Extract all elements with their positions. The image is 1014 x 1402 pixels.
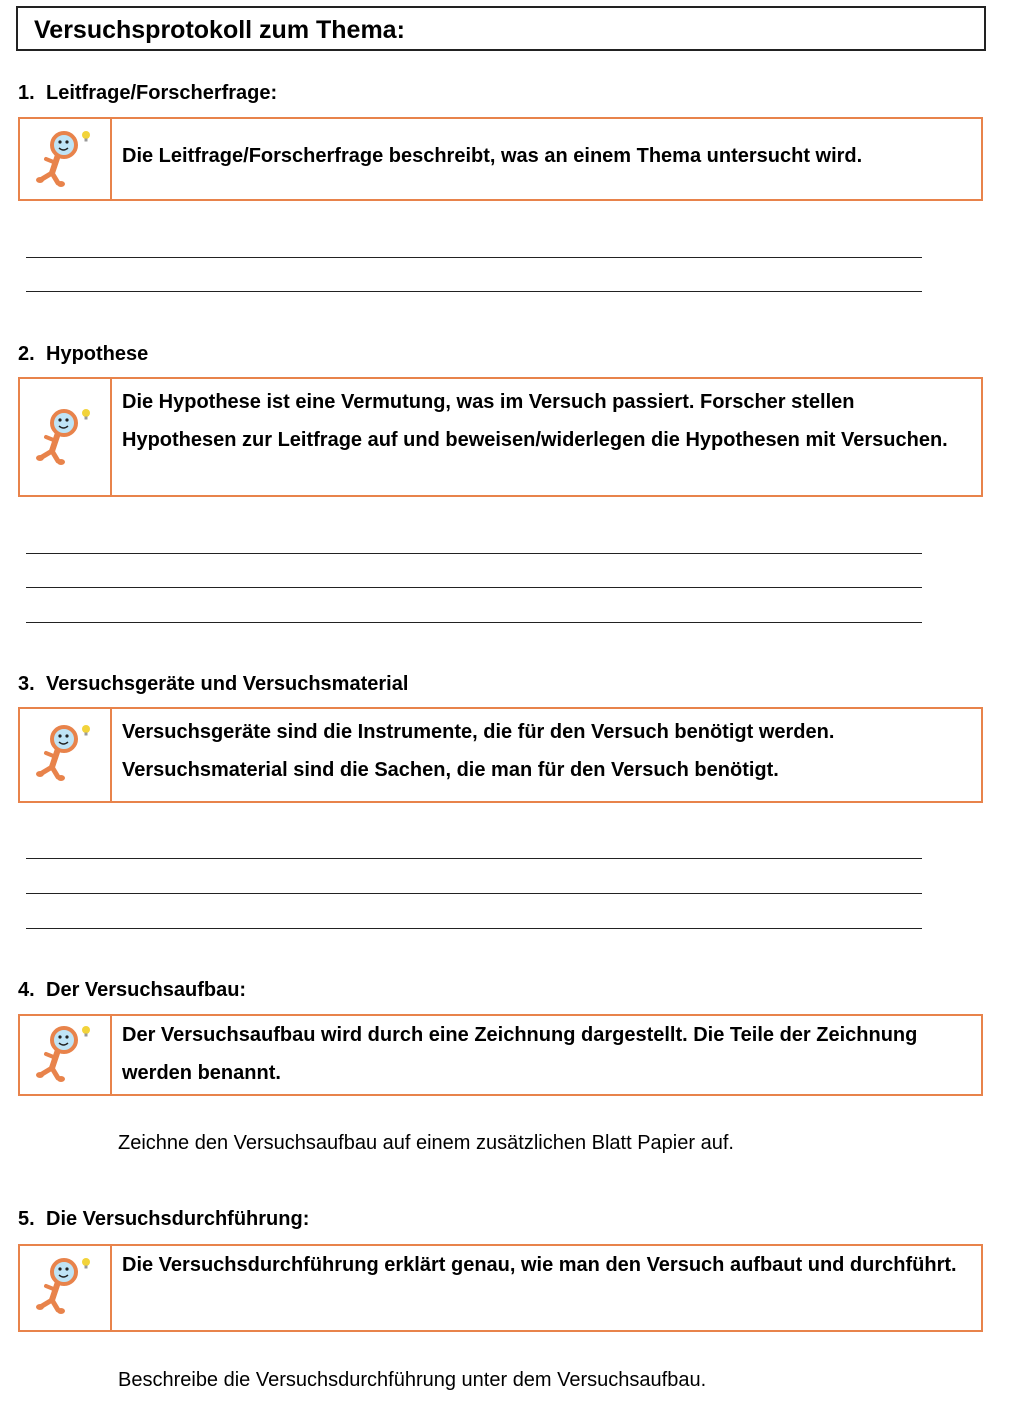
section-3-info-box bbox=[18, 707, 983, 803]
section-3-info-line-2: Versuchsmaterial sind die Sachen, die man für den Versuch benötigt. bbox=[122, 759, 779, 781]
researcher-mascot-icon bbox=[34, 129, 96, 191]
answer-line[interactable] bbox=[26, 858, 922, 859]
page-title: Versuchsprotokoll zum Thema: bbox=[34, 16, 405, 44]
section-3-info-line-1: Versuchsgeräte sind die Instrumente, die für den Versuch benötigt werden. bbox=[122, 721, 835, 743]
section-4-heading: 4. Der Versuchsaufbau: bbox=[18, 979, 247, 1001]
section-4-note: Zeichne den Versuchsaufbau auf einem zusätzlichen Blatt Papier auf. bbox=[118, 1132, 734, 1154]
section-1-info-text: Die Leitfrage/Forscherfrage beschreibt, was an einem Thema untersucht wird. bbox=[122, 145, 863, 167]
section-3-heading: 3. Versuchsgeräte und Versuchsmaterial bbox=[18, 673, 409, 695]
researcher-mascot-icon bbox=[34, 407, 96, 469]
answer-line[interactable] bbox=[26, 622, 922, 623]
answer-line[interactable] bbox=[26, 928, 922, 929]
section-1-heading: 1. Leitfrage/Forscherfrage: bbox=[18, 82, 278, 104]
section-5-info-text: Die Versuchsdurchführung erklärt genau, wie man den Versuch aufbaut und durchführt. bbox=[122, 1254, 957, 1276]
researcher-mascot-icon bbox=[34, 1024, 96, 1086]
section-5-info-box bbox=[18, 1244, 983, 1332]
section-2-heading: 2. Hypothese bbox=[18, 343, 149, 365]
section-2-info-text: Die Hypothese ist eine Vermutung, was im Versuch passiert. Forscher stellen Hypothesen zur Leitfrage auf und beweisen/widerlegen die Hypothesen mit Versuchen. bbox=[122, 391, 948, 451]
title-box bbox=[16, 6, 986, 51]
answer-line[interactable] bbox=[26, 893, 922, 894]
answer-line[interactable] bbox=[26, 291, 922, 292]
answer-line[interactable] bbox=[26, 553, 922, 554]
answer-line[interactable] bbox=[26, 587, 922, 588]
answer-line[interactable] bbox=[26, 257, 922, 258]
section-2-info-box bbox=[18, 377, 983, 497]
researcher-mascot-icon bbox=[34, 1256, 96, 1318]
researcher-mascot-icon bbox=[34, 723, 96, 785]
section-1-info-box bbox=[18, 117, 983, 201]
section-4-info-box bbox=[18, 1014, 983, 1096]
section-5-heading: 5. Die Versuchsdurchführung: bbox=[18, 1208, 310, 1230]
section-5-note: Beschreibe die Versuchsdurchführung unter dem Versuchsaufbau. bbox=[118, 1369, 707, 1391]
section-3-info-text bbox=[112, 709, 846, 801]
section-4-info-text: Der Versuchsaufbau wird durch eine Zeichnung dargestellt. Die Teile der Zeichnung werden benannt. bbox=[122, 1024, 918, 1084]
